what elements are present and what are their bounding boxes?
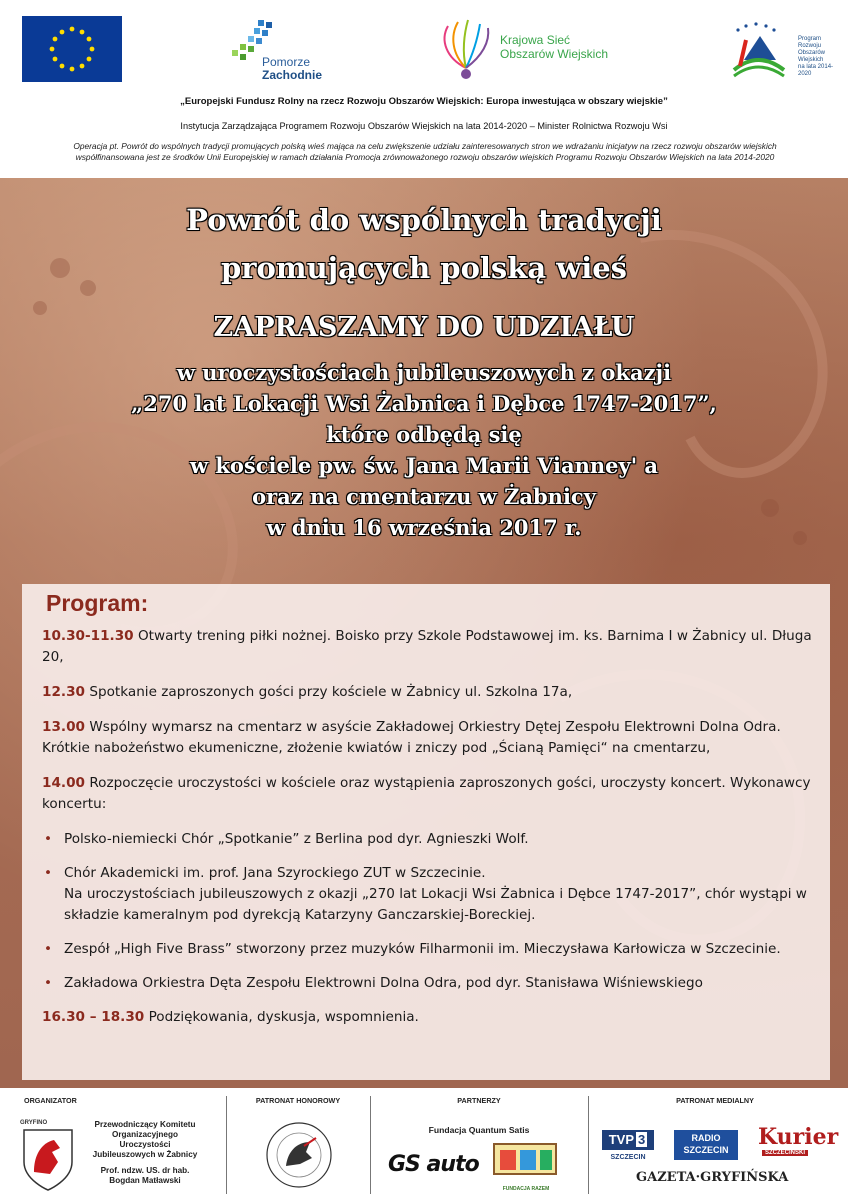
gryfino-crest-icon xyxy=(20,1128,76,1192)
program-time: 12.30 xyxy=(42,684,85,700)
tvp-city: SZCZECIN xyxy=(610,1154,646,1161)
partners-heading: PARTNERZY xyxy=(457,1096,501,1105)
organizer-section xyxy=(14,1096,214,1196)
pomorze-line2: Zachodnie xyxy=(262,68,323,82)
title-line1: Powrót do wspólnych tradycji xyxy=(186,203,662,237)
honorary-section xyxy=(228,1096,368,1196)
pomorze-line1: Pomorze xyxy=(262,55,311,69)
radio-city: SZCZECIN xyxy=(683,1145,729,1155)
organizer-line: Prof. ndzw. US. dr hab. xyxy=(100,1166,190,1175)
invite-date: w dniu 16 września 2017 r. xyxy=(266,515,582,540)
prow-line: na lata 2014-2020 xyxy=(798,64,834,77)
prow-logo xyxy=(724,20,834,84)
organizer-line: Bogdan Matławski xyxy=(109,1176,181,1185)
invite-line: w uroczystościach jubileuszowych z okazji xyxy=(176,360,672,385)
performer-note: Na uroczystościach jubileuszowych z okazji „270 lat Lokacji Wsi Żabnica i Dębce 1747-2017”, chór wystąpi w składzie kameralnym pod dyrekcją Katarzyny Ganczarskiej-Boreckiej. xyxy=(64,886,807,923)
eu-stars-icon xyxy=(22,16,122,82)
program-text: Wspólny wymarsz na cmentarz w asyście Zakładowej Orkiestry Dętej Zespołu Elektrowni Dolna Odra. Krótkie nabożeństwo ekumeniczne, złożenie kwiatów i zniczy pod „Ścianą Pamięci“ na cmentarzu, xyxy=(42,719,781,756)
performer-name: Chór Akademicki im. prof. Jana Szyrockiego ZUT w Szczecinie. xyxy=(64,865,486,881)
program-item xyxy=(42,717,822,759)
program-text: Rozpoczęcie uroczystości w kościele oraz wystąpienia zaproszonych gości, uroczysty koncert. Wykonawcy koncertu: xyxy=(42,775,811,812)
operation-text: Operacja pt. Powrót do wspólnych tradycji promujących polską wieś mająca na celu zwiększenie udziału zainteresowanych stron we wdrażaniu inicjatyw na rzecz rozwoju obszarów wiejskich współfinansowana jest ze środków Unii Europejskiej w ramach działania Promocja zrównoważonego rozwoju obszarów wiejskich Programu Rozwoju Obszarów Wiejskich na lata 2014-2020 xyxy=(73,141,777,162)
program-item xyxy=(42,1007,822,1028)
event-title xyxy=(0,196,848,292)
radio-label: RADIO xyxy=(691,1133,721,1143)
program-text: Otwarty trening piłki nożnej. Boisko przy Szkole Podstawowej im. ks. Barnima I w Żabnicy ul. Długa 20, xyxy=(42,628,812,665)
institution-line: Instytucja Zarządzająca Programem Rozwoju Obszarów Wiejskich na lata 2014-2020 – Minister Rolnictwa Rozwoju Wsi xyxy=(180,121,668,131)
fundacja-razem-icon xyxy=(492,1142,558,1184)
fundacja-razem-label: FUNDACJA RAZEM xyxy=(502,1186,550,1192)
prow-line: Obszarów xyxy=(798,50,826,56)
association-seal-icon xyxy=(264,1120,334,1190)
program-item xyxy=(42,773,822,815)
pomorze-text xyxy=(262,56,322,82)
sponsor-footer xyxy=(0,1090,848,1200)
poster-main xyxy=(0,178,848,1088)
gryfino-label: GRYFINO xyxy=(20,1120,48,1126)
prow-line: Program xyxy=(798,36,822,42)
program-list xyxy=(42,626,822,1042)
program-text: Spotkanie zaproszonych gości przy kościele w Żabnicy ul. Szkolna 17a, xyxy=(85,684,573,700)
invite-heading: ZAPRASZAMY DO UDZIAŁU xyxy=(213,312,635,343)
tvp-number: 3 xyxy=(638,1132,646,1147)
partner-name: Fundacja Quantum Satis xyxy=(428,1125,530,1135)
program-item xyxy=(42,682,822,703)
performer-item: • Zespół „High Five Brass” stworzony przez muzyków Filharmonii im. Mieczysława Karłowicza w Szczecinie. xyxy=(64,939,822,960)
prow-line: Rozwoju xyxy=(798,43,822,49)
ksow-line1: Krajowa Sieć xyxy=(500,33,571,47)
footer-divider xyxy=(370,1096,371,1194)
organizer-text xyxy=(90,1120,200,1186)
ksow-line2: Obszarów Wiejskich xyxy=(500,47,609,61)
footer-divider xyxy=(226,1096,227,1194)
program-title: Program: xyxy=(46,590,149,616)
ksow-text xyxy=(500,33,608,61)
program-item xyxy=(42,626,822,668)
performer-item: • Zakładowa Orkiestra Dęta Zespołu Elektrowni Dolna Odra, pod dyr. Stanisława Wiśniewskiego xyxy=(64,973,822,994)
program-time: 16.30 – 18.30 xyxy=(42,1009,145,1025)
gs-auto-logo: GS auto xyxy=(388,1152,479,1177)
program-time: 13.00 xyxy=(42,719,85,735)
gazeta-gryfinska-logo: GAZETA·GRYFIŃSKA xyxy=(636,1170,789,1185)
title-line2: promujących polską wieś xyxy=(221,251,627,285)
dandelion-icon xyxy=(436,18,496,84)
invite-line: które odbędą się xyxy=(326,422,522,447)
pomorze-zachodnie-logo xyxy=(228,18,348,84)
organizer-line: Przewodniczący Komitetu xyxy=(94,1120,196,1129)
organizer-line: Organizacyjnego Uroczystości xyxy=(112,1130,178,1149)
invite-line: „270 lat Lokacji Wsi Żabnica i Dębce 1747-2017”, xyxy=(131,391,717,416)
ksow-logo xyxy=(436,18,636,84)
performer-item: • Polsko-niemiecki Chór „Spotkanie” z Berlina pod dyr. Agnieszki Wolf. xyxy=(64,829,822,850)
organizer-heading: ORGANIZATOR xyxy=(24,1096,77,1105)
prow-emblem-icon xyxy=(724,20,794,84)
invite-line: oraz na cmentarzu w Żabnicy xyxy=(252,484,596,509)
kurier-sub: SZCZECIŃSKI xyxy=(762,1150,808,1156)
honorary-heading: PATRONAT HONOROWY xyxy=(255,1096,341,1105)
prow-line: Wiejskich xyxy=(798,57,824,63)
fund-line: „Europejski Fundusz Rolny na rzecz Rozwoju Obszarów Wiejskich: Europa inwestująca w obszary wiejskie” xyxy=(180,96,668,107)
partners-section xyxy=(372,1096,586,1196)
footer-divider xyxy=(588,1096,589,1194)
performer-item xyxy=(64,863,822,926)
kurier-logo: Kurier xyxy=(758,1124,839,1150)
media-heading: PATRONAT MEDIALNY xyxy=(676,1096,754,1105)
tvp-label: TVP xyxy=(608,1132,635,1147)
tvp3-logo xyxy=(602,1130,654,1150)
invite-line: w kościele pw. św. Jana Marii Vianney' a xyxy=(189,453,659,478)
eu-flag-logo xyxy=(22,16,122,82)
radio-szczecin-logo xyxy=(674,1130,738,1160)
program-time: 14.00 xyxy=(42,775,85,791)
logo-strip xyxy=(0,0,848,92)
organizer-line: Jubileuszowych w Żabnicy xyxy=(92,1150,198,1159)
media-section xyxy=(590,1096,840,1196)
program-text: Podziękowania, dyskusja, wspomnienia. xyxy=(144,1009,419,1025)
program-time: 10.30-11.30 xyxy=(42,628,134,644)
performer-list xyxy=(42,829,822,994)
prow-text xyxy=(798,36,834,78)
